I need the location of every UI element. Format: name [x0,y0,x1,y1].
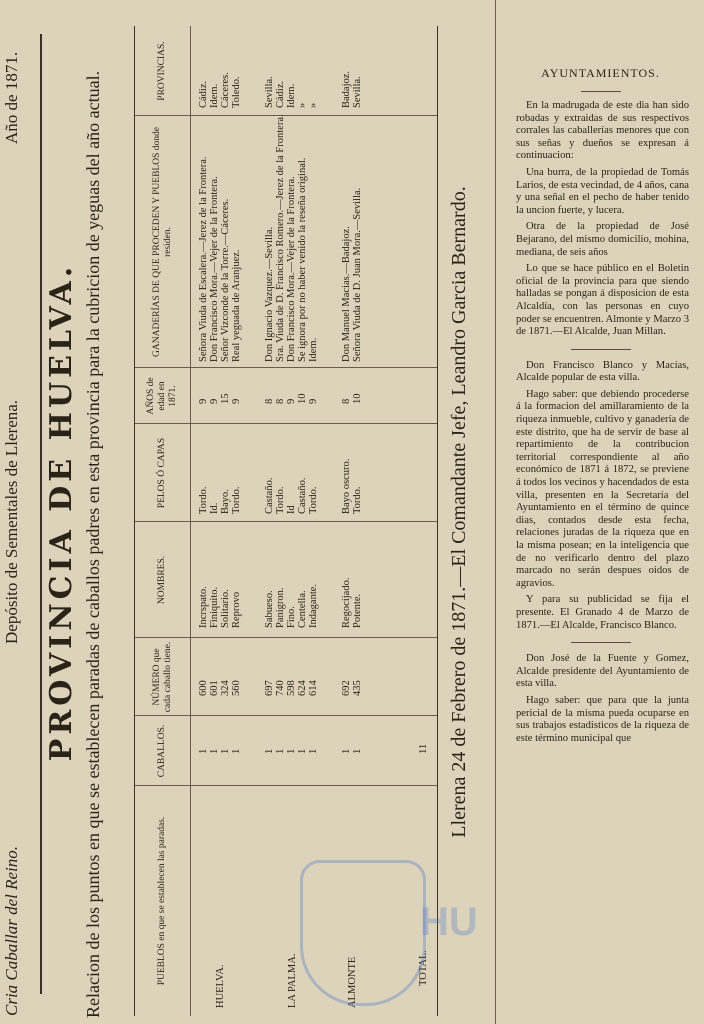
table-cell-anos: 9 [308,398,319,404]
table-cell-gan: Don Manuel Macias.—Badajoz. [341,226,352,362]
table-cell-pelo: Bayo oscuro. [341,458,352,514]
table-cell-prov: Badajoz. [341,70,352,108]
table-cell-gan: Real yeguada de Aranjuez. [231,249,242,362]
table-cell-gan: Señora Viuda de Escalera.—Jerez de la Frontera. [198,156,209,362]
table-cell-pelo: Id. [209,502,220,514]
table-cell-nombre: Solitario. [220,589,231,628]
table-cell-prov: » [308,102,319,108]
th-numero: NÚMERO que cada caballo tiene. [135,638,191,716]
province-title: PROVINCIA DE HUELVA. [44,262,79,762]
table-cell-pelo: Bayo. [220,489,231,514]
table-cell-gan: Idem. [308,337,319,362]
table-cell-num: 560 [231,680,242,696]
table-cell-prov: Cáceres. [220,72,231,108]
table-cell-pelo: Tordo. [308,486,319,514]
table-cell-nombre: Fino. [286,606,297,628]
library-seal [300,860,426,1006]
table-cell-pelo: Tordo. [231,486,242,514]
table-cell-anos: 9 [198,398,209,404]
table-cell-gan: Don Francisco Mora.—Vejer de la Frontera. [209,176,220,362]
table-cell-anos: 15 [220,393,231,404]
table-cell-nombre: Centella. [297,590,308,628]
table-cell-cab: 1 [352,748,363,754]
table-cell-gan: Se ignora por no haber venido la reseña original. [297,157,308,362]
table-cell-cab: 1 [297,748,308,754]
table-cell-anos: 8 [264,398,275,404]
table-cell-cab: 1 [341,748,352,754]
row-pueblo: ALMONTE [347,956,358,1008]
table-cell-pelo: Tordo. [352,486,363,514]
table-cell-nombre: Incrspato. [198,586,209,628]
col-numero [135,637,437,716]
th-caballos: CABALLOS. [135,716,191,786]
notice-junta [496,653,704,745]
table-cell-nombre: Sabueso. [264,590,275,628]
table-cell-num: 324 [220,680,231,696]
notice-paragraph: Hago saber: que para que la junta pericial de la misma pueda ocuparse en sus trabajos estadísticos de la riqueza de este término municipal que [516,694,689,744]
header-left: Cria Caballar del Reino. [2,846,21,1016]
table-cell-anos: 8 [275,398,286,404]
table-cell-anos: 9 [209,398,220,404]
table-cell-num: 600 [198,680,209,696]
table-cell-num: 740 [275,680,286,696]
total-value: 11 [418,743,429,754]
table-cell-nombre: Finiquito. [209,586,220,628]
notice-paragraph: Una burra, de la propiedad de Tomás Larios, de esta vecindad, de 4 años, cana y una señal en el pecho de haber tenido la uncion fuerte, y lucera. [516,166,689,216]
relacion-text: Relacion de los puntos en que se establecen paradas de caballos padres en esta provincia para la cubricion de yeguas del año actual. [83,70,103,1018]
th-anos: AÑOS de edad en 1871. [135,368,191,424]
divider [581,91,621,92]
total-label: TOTAL. [418,949,429,986]
table-cell-nombre: Indagante. [308,583,319,628]
header-rule [40,34,42,994]
row-pueblo: HUELVA. [215,964,226,1008]
table-cell-gan: Sra. Viuda de D. Francisco Romero.—Jerez de la Frontera. [275,114,286,362]
notice-paragraph: Otra de la propiedad de José Bejarano, del mismo domicilio, mohina, mediana, de seis años [516,221,689,258]
table-cell-prov: Cádiz. [275,80,286,108]
th-provincias: PROVINCIAS. [135,26,191,116]
th-pueblos: PUEBLOS en que se establecen las paradas. [135,786,191,1016]
table-cell-anos: 9 [286,398,297,404]
divider [571,642,631,643]
ayuntamientos-title: AYUNTAMIENTOS. [541,66,660,80]
table-cell-gan: Señor Vizconde de la Torre.—Cáceres. [220,198,231,362]
table-cell-gan: Señora Viuda de D. Juan Mora.—Sevilla. [352,187,363,362]
table-cell-anos: 10 [352,393,363,404]
table-cell-num: 697 [264,680,275,696]
notice-paragraph: En la madrugada de este dia han sido robadas y extraidas de sus respectivos corrales las caballerías menores que con sus señas y dueños se expresan á continuacion: [516,100,689,162]
table-cell-prov: Idem. [286,83,297,108]
table-cell-prov: Toledo. [231,76,242,108]
table-cell-prov: Sevilla. [264,76,275,108]
header-center: Depósito de Sementales de Llerena. [2,399,21,644]
table-cell-num: 624 [297,680,308,696]
table-cell-prov: Sevilla. [352,76,363,108]
table-cell-pelo: Castaño. [297,477,308,514]
notice-paragraph: Lo que se hace público en el Boletin oficial de la provincia para que siendo halladas se pongan á disposicion de esta Alcaldía, con las personas en cuyo poder se encuentren. Almonte y Marzo 3 de 1871.—El Alcalde, Juan Millan. [516,263,689,338]
table-cell-cab: 1 [275,748,286,754]
table-cell-anos: 10 [297,393,308,404]
th-ganaderias: GANADERÍAS DE QUE PROCEDEN Y PUEBLOS donde residen. [135,116,191,368]
table-cell-pelo: Id [286,505,297,514]
table-cell-num: 601 [209,680,220,696]
notice-amillaramiento [496,360,704,632]
table-cell-cab: 1 [264,748,275,754]
table-cell-nombre: Panigron. [275,587,286,628]
table-cell-cab: 1 [220,748,231,754]
row-pueblo: LA PALMA. [286,953,298,1008]
watermark-logo: HU [420,900,478,944]
table-cell-num: 435 [352,680,363,696]
table-cell-cab: 1 [231,748,242,754]
table-cell-num: 614 [308,680,319,696]
signature-line: Llerena 24 de Febrero de 1871.—El Comandante Jefe, Leandro Garcia Bernardo. [448,186,470,838]
table-cell-cab: 1 [308,748,319,754]
ayuntamientos-column [495,0,704,1024]
table-cell-prov: Idem. [209,83,220,108]
notice-robbery [496,100,704,339]
table-cell-prov: » [297,102,308,108]
notice-paragraph: Don Francisco Blanco y Macías, Alcalde popular de esta villa. [516,359,689,384]
table-cell-prov: Cádiz. [198,80,209,108]
col-anos [135,367,437,424]
table-cell-nombre: Reprovo [231,591,242,628]
notice-paragraph: Hago saber: que debiendo procederse á la formacion del amillaramiento de la riqueza inmueble, cultivo y ganadería de este distrito, que ha de servir de base al repartimiento de la contribucion territorial correspondiente al año económico de 1871 á 1872, se previene á todos los vecinos y hacendados de esta villa, presenten en la Secretaría del Ayuntamiento en el término de quince dias, contados desde esta fecha, relaciones juradas de la riqueza que en la misma posean; en la inteligencia que de no verificarlo dentro del plazo marcado no serán despues oidos de agravios. [516,388,689,589]
header-right: Año de 1871. [2,51,21,144]
table-cell-gan: Don Francisco Mora.—Vejer de la Frontera. [286,176,297,362]
table-cell-num: 598 [286,680,297,696]
table-cell-pelo: Tordo. [275,486,286,514]
table-cell-anos: 8 [341,398,352,404]
table-cell-pelo: Tordo. [198,486,209,514]
table-cell-anos: 9 [231,398,242,404]
page-header [2,0,36,1024]
table-cell-cab: 1 [198,748,209,754]
notice-paragraph: Don José de la Fuente y Gomez, Alcalde presidente del Ayuntamiento de esta villa. [516,653,689,690]
table-cell-gan: Don Ignacio Vazquez.—Sevilla. [264,226,275,362]
table-cell-pelo: Castaño. [264,477,275,514]
table-cell-nombre: Regocijado. [341,577,352,628]
divider [571,349,631,350]
table-cell-cab: 1 [286,748,297,754]
table-cell-num: 692 [341,680,352,696]
table-cell-nombre: Potente. [352,593,363,628]
th-pelos: PELOS Ó CAPAS [135,424,191,522]
table-cell-cab: 1 [209,748,220,754]
th-nombres: NOMBRES. [135,522,191,638]
notice-paragraph: Y para su publicidad se fija el presente. El Granado 4 de Marzo de 1871.—El Alcalde, Francisco Blanco. [516,594,689,631]
